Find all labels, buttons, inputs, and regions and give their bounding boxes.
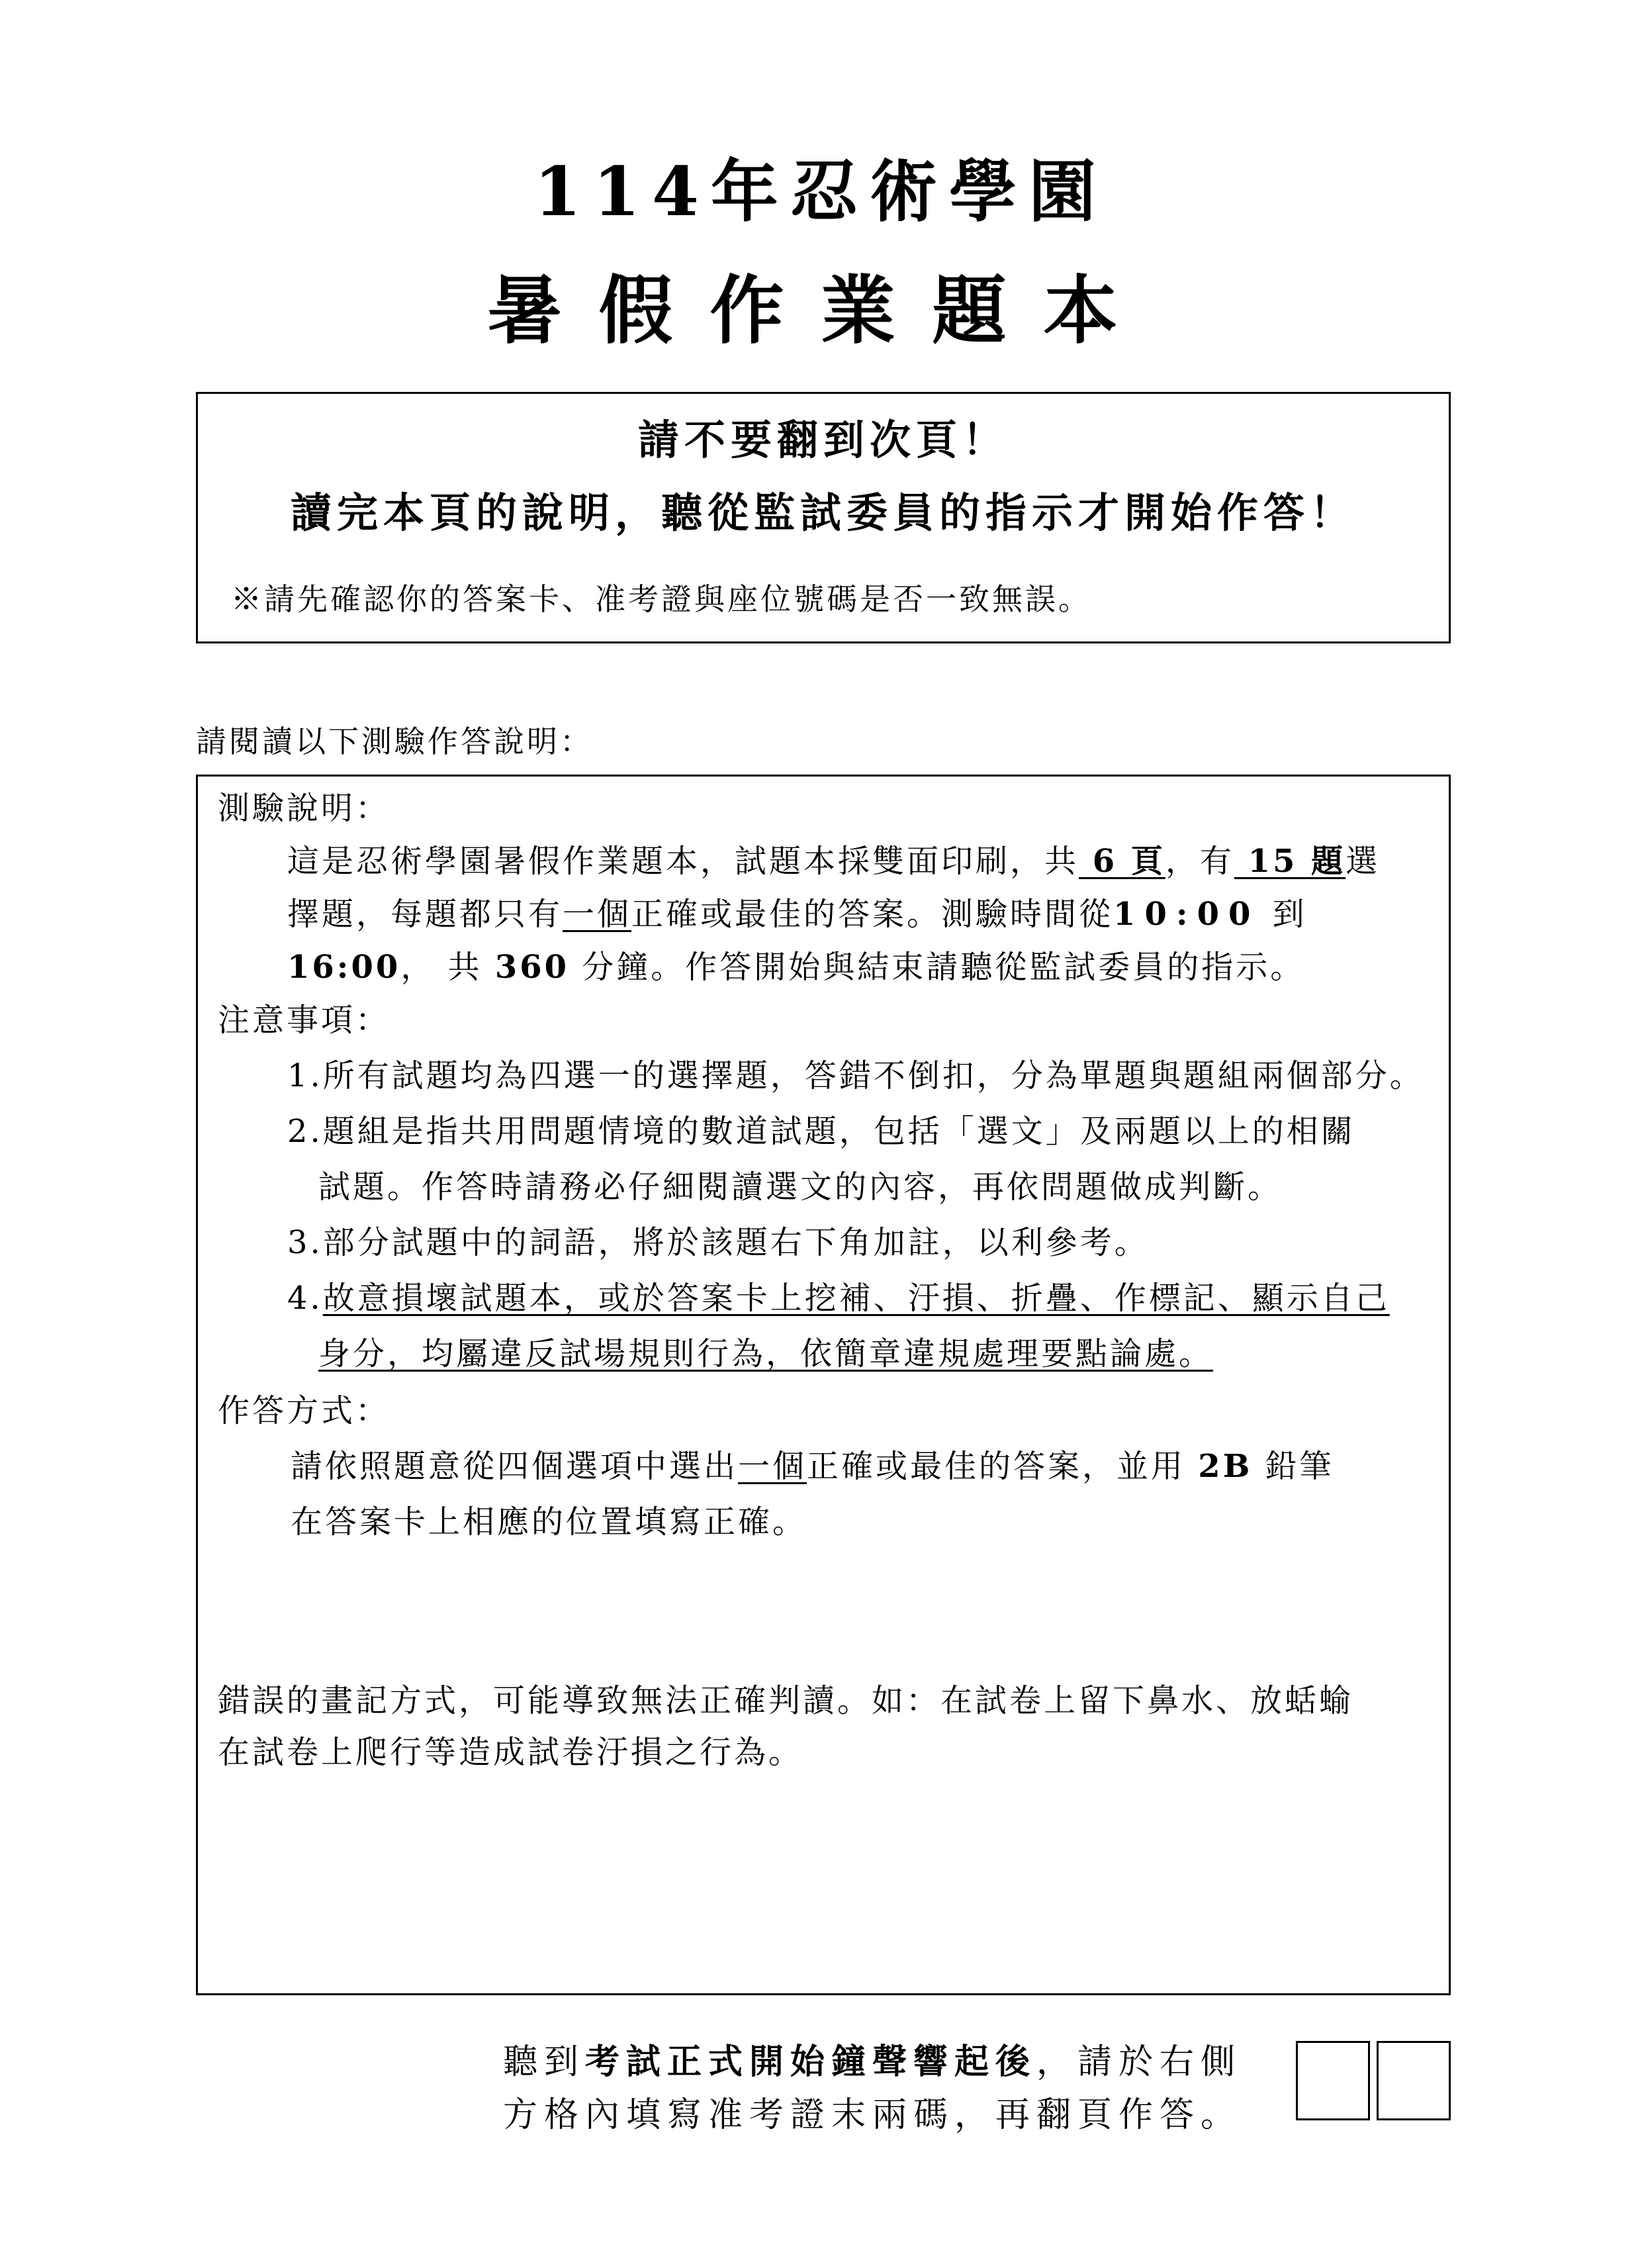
answer-method-heading: 作答方式： bbox=[218, 1392, 390, 1429]
exam-title-year: 114年忍術學園 bbox=[534, 152, 1108, 232]
question-count: 15 題 bbox=[1234, 843, 1346, 880]
test-desc-line-3 bbox=[287, 946, 1304, 988]
note-4-text-a: 故意損壞試題本，或於答案卡上挖補、汙損、折疊、作標記、顯示自己 bbox=[322, 1280, 1390, 1317]
end-time: 16:00 bbox=[287, 949, 401, 986]
note-3: 3.部分試題中的詞語，將於該題右下角加註，以利參考。 bbox=[287, 1224, 1149, 1261]
text-span: 鉛筆 bbox=[1252, 1448, 1334, 1485]
duration-minutes: 360 bbox=[494, 949, 570, 986]
ticket-digit-box-2[interactable] bbox=[1377, 2041, 1451, 2120]
note-2b: 試題。作答時請務必仔細閱讀選文的內容，再依問題做成判斷。 bbox=[318, 1168, 1283, 1205]
text-span: 選 bbox=[1346, 843, 1381, 880]
note-4-number: 4. bbox=[287, 1280, 323, 1317]
underlined-one: 一個 bbox=[563, 896, 632, 933]
text-span: ，請於右側 bbox=[1036, 2042, 1242, 2082]
text-span: 請依照題意從四個選項中選出 bbox=[291, 1448, 739, 1485]
note-1: 1.所有試題均為四選一的選擇題，答錯不倒扣，分為單題與題組兩個部分。 bbox=[287, 1057, 1424, 1094]
note-2a: 2.題組是指共用問題情境的數道試題，包括「選文」及兩題以上的相關 bbox=[287, 1113, 1355, 1150]
answer-method-line-1 bbox=[291, 1445, 1334, 1488]
answer-method-line-2: 在答案卡上相應的位置填寫正確。 bbox=[291, 1503, 807, 1540]
test-desc-line-2 bbox=[287, 893, 1307, 935]
text-span: 擇題，每題都只有 bbox=[287, 896, 563, 933]
text-span: ，有 bbox=[1165, 843, 1234, 880]
footer-line-1 bbox=[503, 2039, 1242, 2085]
note-4-text-b: 身分，均屬違反試場規則行為，依簡章違規處理要點論處。 bbox=[318, 1335, 1214, 1372]
text-span: 分鐘。作答開始與結束請聽從監試委員的指示。 bbox=[569, 949, 1305, 986]
instructions-box bbox=[196, 775, 1451, 1995]
notes-heading: 注意事項： bbox=[218, 1002, 390, 1039]
start-time: 10:00 bbox=[1113, 896, 1260, 933]
ticket-digit-box-1[interactable] bbox=[1296, 2041, 1370, 2120]
text-span: 正確或最佳的答案，並用 bbox=[807, 1448, 1199, 1485]
test-desc-heading: 測驗說明： bbox=[218, 790, 390, 827]
pencil-grade: 2B bbox=[1198, 1448, 1253, 1485]
note-4a bbox=[287, 1277, 1390, 1319]
underlined-one: 一個 bbox=[738, 1448, 807, 1485]
note-4b bbox=[318, 1333, 1213, 1375]
text-span: 到 bbox=[1259, 896, 1307, 933]
text-span: ， 共 bbox=[400, 949, 495, 986]
error-note-line-2: 在試卷上爬行等造成試卷汙損之行為。 bbox=[218, 1734, 803, 1771]
test-desc-line-1 bbox=[287, 840, 1380, 882]
notice-verify: ※請先確認你的答案卡、准考證與座位號碼是否一致無誤。 bbox=[231, 581, 1091, 617]
footer-line-2: 方格內填寫准考證末兩碼，再翻頁作答。 bbox=[503, 2095, 1242, 2135]
notice-do-not-turn: 請不要翻到次頁！ bbox=[637, 416, 1009, 464]
intro-text: 請閱讀以下測驗作答說明： bbox=[196, 724, 593, 759]
page-count: 6 頁 bbox=[1079, 843, 1165, 880]
notice-box bbox=[196, 392, 1451, 643]
exam-title-booklet: 暑假作業題本 bbox=[487, 267, 1155, 354]
text-span: 聽到 bbox=[503, 2042, 586, 2082]
text-span: 正確或最佳的答案。測驗時間從 bbox=[631, 896, 1114, 933]
error-note-line-1: 錯誤的畫記方式，可能導致無法正確判讀。如：在試卷上留下鼻水、放蛞蝓 bbox=[218, 1682, 1354, 1719]
footer-bold: 考試正式開始鐘聲響起後 bbox=[585, 2042, 1037, 2082]
notice-instructions: 讀完本頁的說明，聽從監試委員的指示才開始作答！ bbox=[290, 489, 1356, 537]
text-span: 這是忍術學園暑假作業題本，試題本採雙面印刷，共 bbox=[287, 843, 1079, 880]
